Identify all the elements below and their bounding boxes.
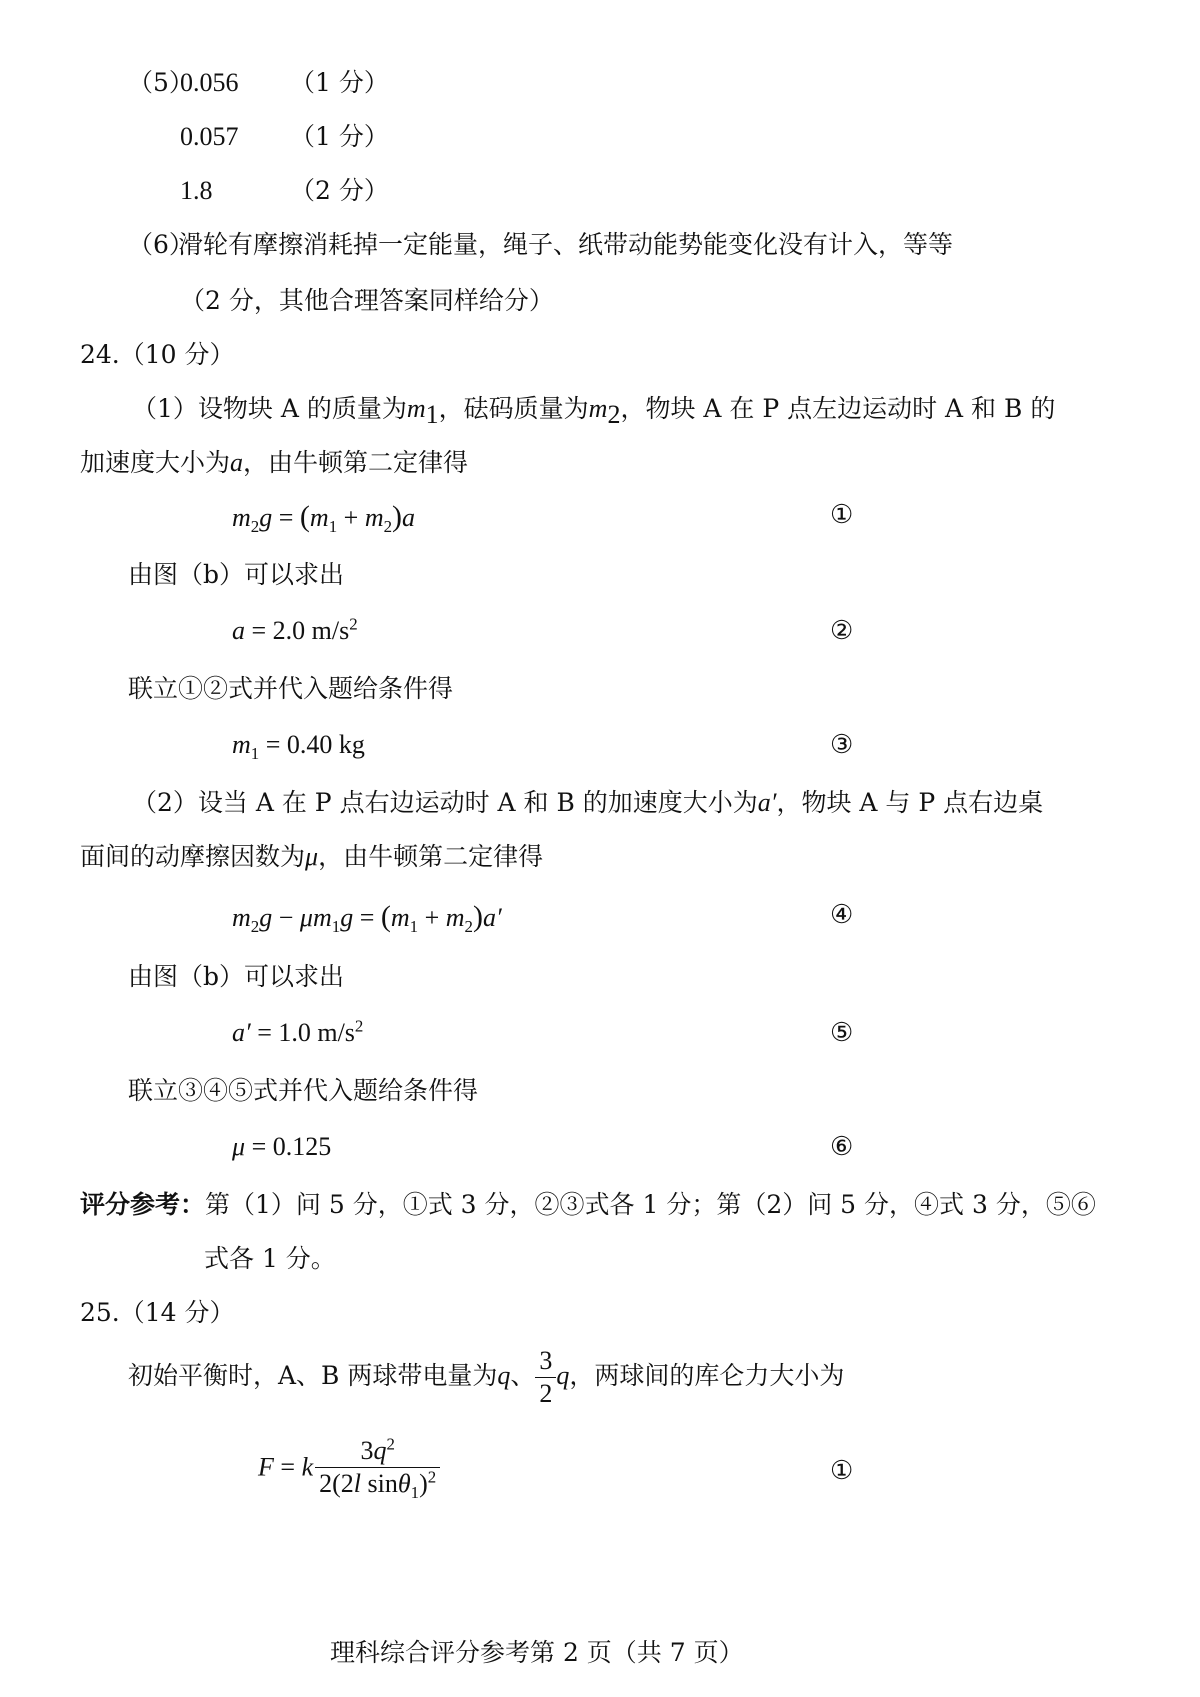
q25-heading: 25.（14 分） [80,1298,235,1327]
q23-part5-score-1: （1 分） [290,68,389,97]
q24-var-a: a [230,448,244,477]
q24-part1-line1 [132,394,1056,429]
q24-part2-line2 [80,844,543,870]
q24-var-mu: μ [305,842,319,871]
q24-part1-line2 [80,450,468,476]
q23-part6-label: （6） [128,230,194,259]
q24-equation-4-number: ④ [830,900,854,929]
q24-equation-5-text: = 1.0 m/s [257,1018,355,1047]
q24-equation-1-number: ① [830,500,854,529]
q25-intro-text-a: 初始平衡时，A、B 两球带电量为 [128,1361,498,1390]
q25-equation-1: F = k $\frac{3q^2}{2(2l \sin\theta_1)^2}$ [258,1438,440,1497]
q23-part5-value-3: 1.8 [180,176,213,205]
q23-part6-note: （2 分，其他合理答案同样给分） [180,286,554,315]
q23-part6-text: 滑轮有摩擦消耗掉一定能量，绳子、纸带动能势能变化没有计入，等等 [178,230,954,259]
q24-fig-b-text-2: 由图（b）可以求出 [128,962,345,991]
q24-combine-2: 联立③④⑤式并代入题给条件得 [128,1076,479,1105]
q24-var-a-prime: a′ [757,788,777,817]
q24-part1-text-b: ，砝码质量为 [438,394,589,423]
q23-part5-label: （5） [128,68,194,97]
q24-equation-2-number: ② [830,616,854,645]
q24-combine-1: 联立①②式并代入题给条件得 [128,674,454,703]
q23-part5-value-2: 0.057 [180,122,239,151]
q24-part1-line2-text-b: ，由牛顿第二定律得 [243,448,469,477]
q24-equation-5-number: ⑤ [830,1018,854,1047]
q24-equation-6-number: ⑥ [830,1132,854,1161]
q24-part2-line2-text-a: 面间的动摩擦因数为 [80,842,306,871]
q24-var-m2-sub: 2 [607,400,621,429]
q24-fig-b-text-1: 由图（b）可以求出 [128,560,345,589]
q23-part5-value-1: 0.056 [180,68,239,97]
q24-equation-2-text: = 2.0 m/s [245,616,350,645]
q24-scoring [80,1192,1096,1217]
q24-heading: 24.（10 分） [80,340,235,369]
q25-var-q: q [497,1361,511,1390]
q25-equation-1-number: ① [830,1456,854,1485]
q24-part1-line2-text-a: 加速度大小为 [80,448,231,477]
q23-part5-score-3: （2 分） [290,176,389,205]
q24-equation-2: a = 2.0 $m/s^2$ [232,614,358,645]
q25-fraction-den: 2 [535,1377,556,1407]
q24-part1-text-a: （1）设物块 A 的质量为 [132,394,407,423]
q24-equation-1: $m_2g = (m_1 + m_2)a$ [232,500,416,537]
page-footer: 理科综合评分参考第 2 页（共 7 页） [330,1638,744,1667]
q24-equation-6-text: = 0.125 [251,1132,332,1161]
q25-var-q2: q [556,1361,570,1390]
q24-equation-3-text: = 0.40 kg [265,730,365,759]
q24-scoring-text-2: 式各 1 分。 [204,1244,336,1273]
q24-var-m1-sub: 1 [425,400,439,429]
q24-equation-5: a′ = 1.0 $m/s^2$ [232,1016,364,1047]
q25-intro-text-b: ，两球间的库仑力大小为 [569,1361,845,1390]
q24-equation-3: $m_1 = 0.40$ kg [232,730,365,764]
q24-var-m2: m [588,394,608,423]
q24-equation-4: $m_2g - \mu m_1g = (m_1 + m_2)a'$ [232,900,502,937]
q24-part2-line1 [132,790,1043,816]
q24-scoring-text-1: 第（1）问 5 分，①式 3 分，②③式各 1 分；第（2）问 5 分，④式 3 分，⑤⑥ [205,1190,1096,1219]
q25-fraction-three-halves [535,1348,556,1407]
q25-intro [128,1348,844,1407]
q24-part1-text-c: ，物块 A 在 P 点左边运动时 A 和 B 的 [620,394,1056,423]
q24-scoring-label: 评分参考： [80,1190,206,1219]
q24-part2-text-b: ，物块 A 与 P 点右边桌 [776,788,1044,817]
q25-fraction-num: 3 [539,1346,553,1375]
q24-equation-6: μ = 0.125 [232,1132,332,1161]
q24-equation-3-number: ③ [830,730,854,759]
q24-part2-text-a: （2）设当 A 在 P 点右边运动时 A 和 B 的加速度大小为 [132,788,758,817]
q24-part2-line2-text-b: ，由牛顿第二定律得 [318,842,544,871]
q25-intro-sep: 、 [510,1361,536,1390]
q24-var-m1: m [406,394,426,423]
q23-part5-score-2: （1 分） [290,122,389,151]
